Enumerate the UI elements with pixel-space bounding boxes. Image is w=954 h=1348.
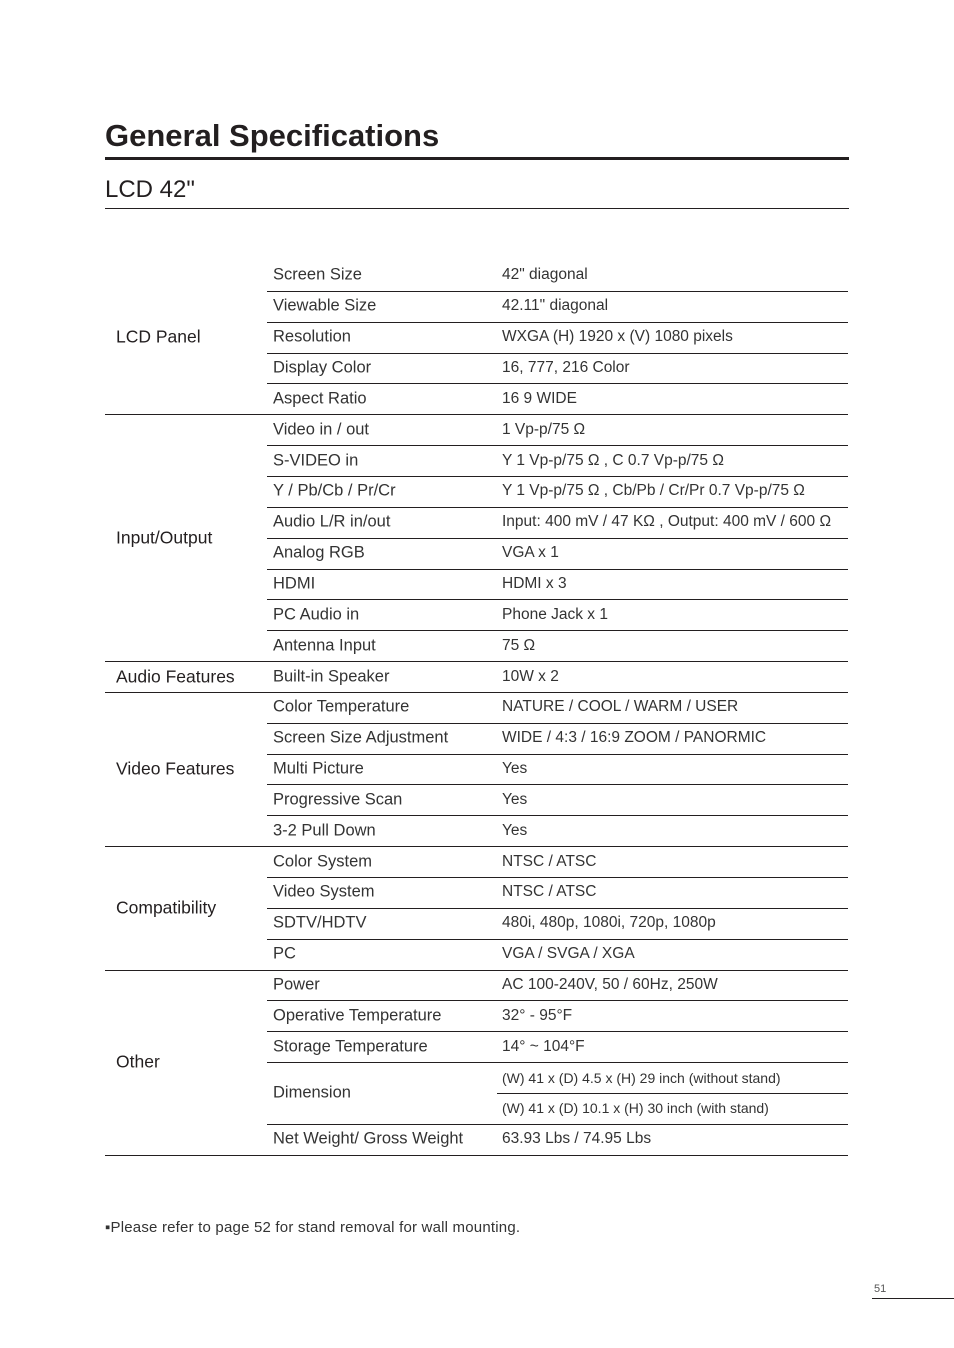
- spec-value: (W) 41 x (D) 4.5 x (H) 29 inch (without stand): [502, 1069, 781, 1086]
- row-divider: [267, 538, 848, 539]
- row-divider: [267, 877, 848, 878]
- group-divider: [105, 970, 848, 971]
- spec-label: Video in / out: [273, 420, 370, 439]
- group-divider: [105, 414, 848, 415]
- row-divider: [267, 1124, 848, 1125]
- spec-label: Antenna Input: [273, 636, 376, 655]
- spec-label: Storage Temperature: [273, 1037, 428, 1056]
- row-divider: [267, 630, 848, 631]
- group-label: Compatibility: [116, 897, 217, 918]
- spec-label: 3-2 Pull Down: [273, 821, 376, 840]
- spec-value: HDMI x 3: [502, 574, 567, 592]
- page-number: 51: [874, 1283, 887, 1295]
- spec-value: Phone Jack x 1: [502, 605, 608, 623]
- spec-value: NTSC / ATSC: [502, 883, 597, 901]
- row-divider: [267, 908, 848, 909]
- spec-value: 16, 777, 216 Color: [502, 359, 630, 376]
- group-divider: [105, 846, 848, 847]
- sub-row-divider: [497, 1093, 848, 1094]
- group-divider: [105, 661, 848, 662]
- spec-value: WXGA (H) 1920 x (V) 1080 pixels: [502, 328, 733, 346]
- row-divider: [267, 784, 848, 785]
- spec-label: Analog RGB: [273, 543, 365, 562]
- spec-label: Video System: [273, 882, 375, 901]
- group-label: Other: [116, 1051, 160, 1072]
- spec-label: Built-in Speaker: [273, 667, 390, 685]
- spec-value: 42" diagonal: [502, 266, 588, 284]
- spec-value: Yes: [502, 790, 528, 808]
- spec-value: VGA x 1: [502, 544, 559, 562]
- spec-value: Input: 400 mV / 47 KΩ , Output: 400 mV / 600 Ω: [502, 513, 832, 531]
- spec-label: Screen Size Adjustment: [273, 728, 449, 747]
- row-divider: [267, 322, 848, 323]
- spec-value: VGA / SVGA / XGA: [502, 945, 635, 963]
- spec-label: Net Weight/ Gross Weight: [273, 1129, 464, 1148]
- group-label: Video Features: [116, 758, 235, 779]
- spec-label: Progressive Scan: [273, 790, 403, 809]
- spec-value: 42.11" diagonal: [502, 297, 609, 315]
- spec-value: 480i, 480p, 1080i, 720p, 1080p: [502, 914, 716, 932]
- group-label: Input/Output: [116, 527, 213, 548]
- spec-label: Viewable Size: [273, 296, 377, 315]
- spec-value: 75 Ω: [502, 636, 536, 654]
- spec-value: NATURE / COOL / WARM / USER: [502, 698, 739, 716]
- spec-label: Display Color: [273, 358, 372, 377]
- group-divider: [105, 692, 848, 693]
- row-divider: [267, 1000, 848, 1001]
- spec-label: Dimension: [273, 1083, 351, 1102]
- spec-value: Y 1 Vp-p/75 Ω , C 0.7 Vp-p/75 Ω: [502, 451, 724, 469]
- row-divider: [267, 1062, 848, 1063]
- row-divider: [267, 569, 848, 570]
- spec-value: Y 1 Vp-p/75 Ω , Cb/Pb / Cr/Pr 0.7 Vp-p/75 Ω: [502, 482, 805, 500]
- spec-label: PC Audio in: [273, 605, 360, 624]
- spec-label: Aspect Ratio: [273, 389, 367, 408]
- row-divider: [267, 383, 848, 384]
- row-divider: [267, 476, 848, 477]
- page-number-rule: [872, 1298, 954, 1299]
- spec-label: Screen Size: [273, 265, 362, 284]
- spec-value: Yes: [502, 821, 528, 839]
- row-divider: [267, 507, 848, 508]
- spec-value: 16 9 WIDE: [502, 389, 577, 407]
- spec-value: Yes: [502, 760, 528, 777]
- footnote: ▪Please refer to page 52 for stand removal for wall mounting.: [105, 1219, 521, 1236]
- page-title: General Specifications: [105, 118, 440, 153]
- row-divider: [267, 1031, 848, 1032]
- spec-value: 1 Vp-p/75 Ω: [502, 420, 586, 438]
- row-divider: [267, 599, 848, 600]
- row-divider: [267, 939, 848, 940]
- row-divider: [267, 815, 848, 816]
- spec-value: WIDE / 4:3 / 16:9 ZOOM / PANORMIC: [502, 729, 767, 747]
- spec-value: 14° ~ 104°F: [502, 1037, 585, 1055]
- spec-value: AC 100-240V, 50 / 60Hz, 250W: [502, 976, 718, 993]
- row-divider: [267, 754, 848, 755]
- spec-value: (W) 41 x (D) 10.1 x (H) 30 inch (with stand): [502, 1100, 769, 1117]
- spec-label: SDTV/HDTV: [273, 913, 367, 932]
- row-divider: [267, 445, 848, 446]
- spec-value: 32° - 95°F: [502, 1006, 573, 1024]
- spec-label: Resolution: [273, 327, 351, 346]
- spec-label: Audio L/R in/out: [273, 512, 391, 531]
- row-divider: [267, 291, 848, 292]
- spec-label: Multi Picture: [273, 759, 364, 778]
- spec-label: PC: [273, 944, 296, 963]
- model-subtitle: LCD 42": [105, 176, 195, 203]
- group-divider: [105, 1155, 848, 1156]
- group-label: Audio Features: [116, 666, 235, 686]
- spec-label: Power: [273, 975, 320, 994]
- spec-label: S-VIDEO in: [273, 451, 359, 469]
- spec-label: Operative Temperature: [273, 1006, 442, 1025]
- spec-label: Y / Pb/Cb / Pr/Cr: [273, 481, 396, 500]
- row-divider: [267, 723, 848, 724]
- spec-label: HDMI: [273, 574, 316, 593]
- spec-value: 63.93 Lbs / 74.95 Lbs: [502, 1130, 652, 1148]
- spec-value: NTSC / ATSC: [502, 852, 597, 870]
- spec-value: 10W x 2: [502, 667, 559, 685]
- spec-label: Color System: [273, 852, 373, 871]
- group-label: LCD Panel: [116, 326, 201, 347]
- row-divider: [267, 353, 848, 354]
- spec-label: Color Temperature: [273, 697, 410, 716]
